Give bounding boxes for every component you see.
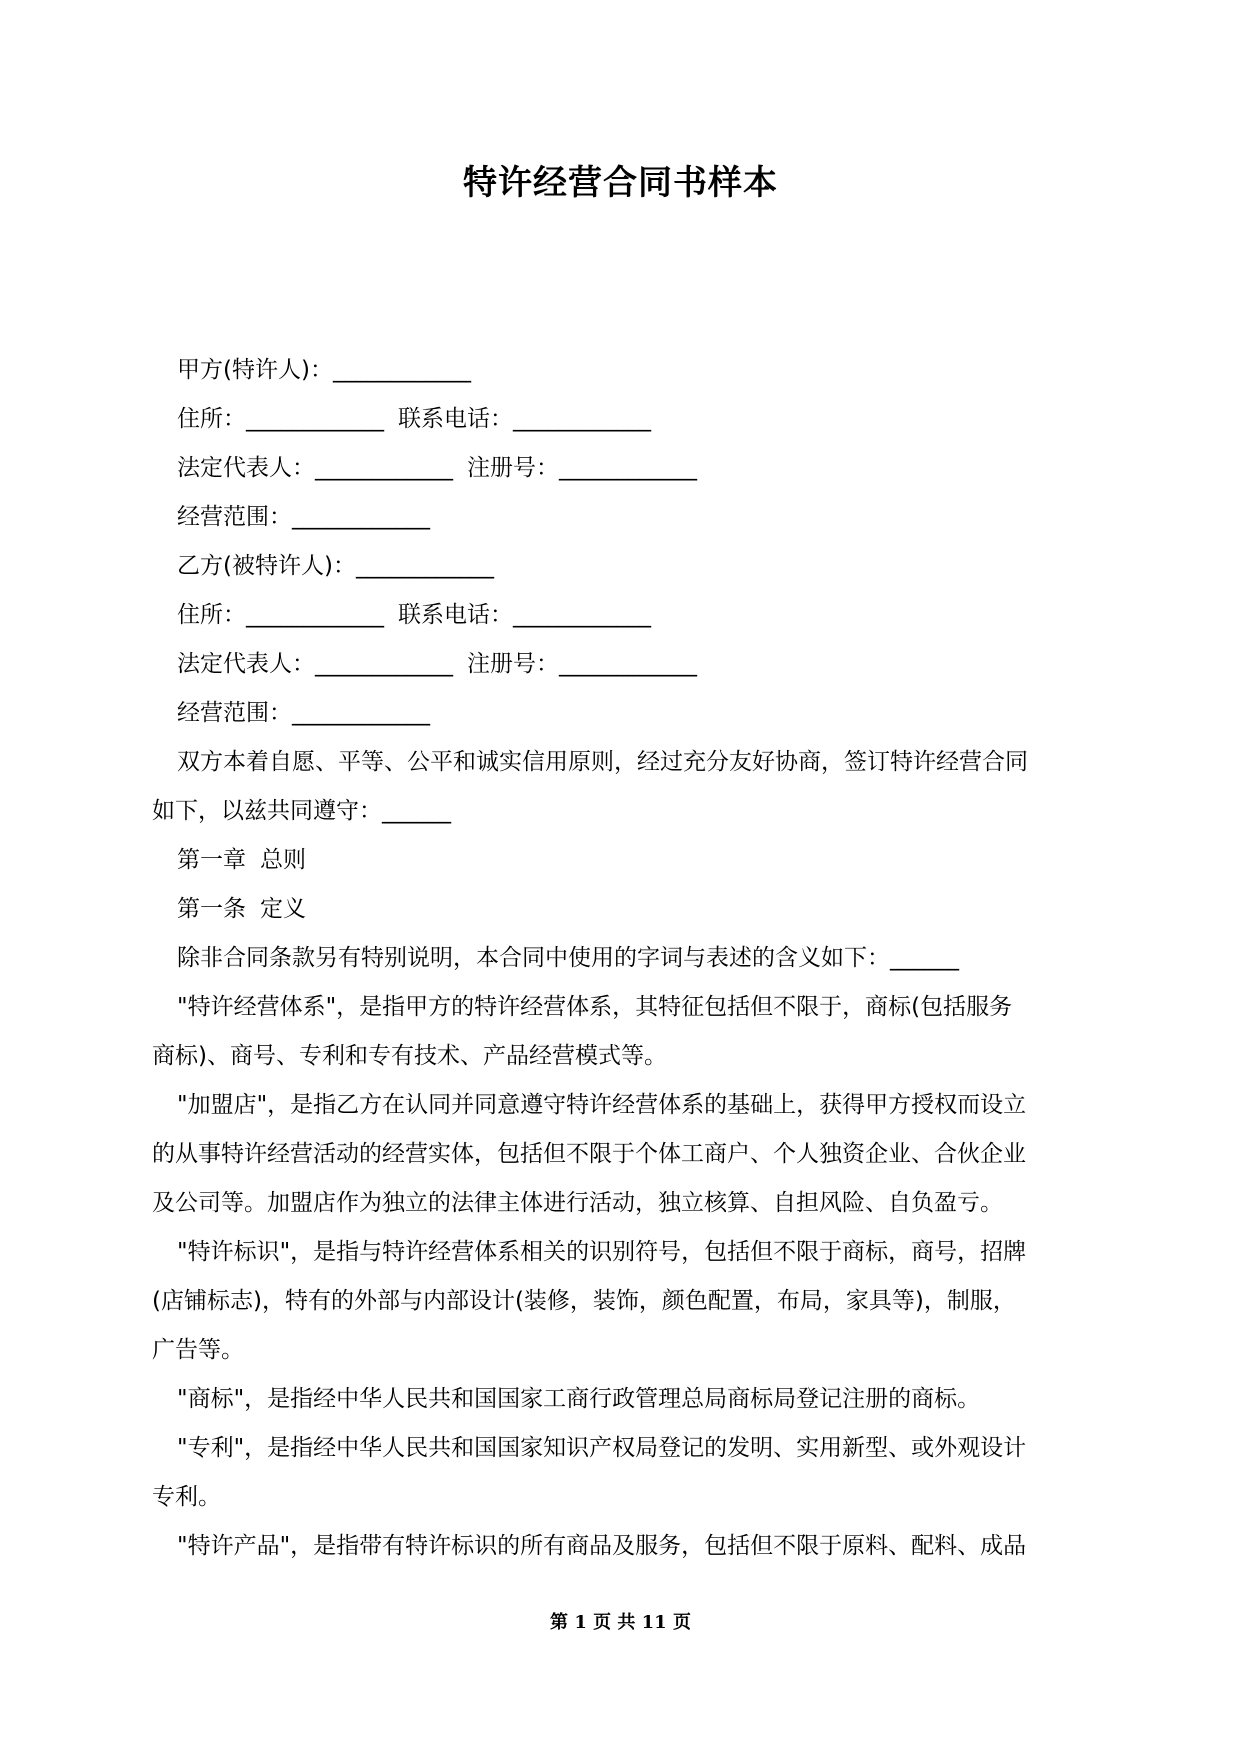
line-segment: "加盟店"，是指乙方在认同并同意遵守特许经营体系的基础上，获得甲方授权而设立 [177,1092,1027,1118]
line-segment: (店铺标志)，特有的外部与内部设计(装修，装饰，颜色配置，布局，家具等)，制服， [152,1288,1016,1314]
paragraph-line [152,983,1097,1032]
line-segment: 法定代表人：____________ [177,455,453,481]
line-segment: 第一条 [177,896,246,922]
line-segment: 注册号：____________ [467,651,697,677]
line-segment: 的从事特许经营活动的经营实体，包括但不限于个体工商户、个人独资企业、合伙企业 [152,1141,1026,1167]
paragraph-line [152,542,1097,591]
line-segment: 第一章 [177,847,246,873]
paragraph-line [152,738,1097,787]
paragraph-line [152,1179,1097,1228]
line-segment: 法定代表人：____________ [177,651,453,677]
paragraph-line [152,934,1097,983]
paragraph-line [152,689,1097,738]
line-segment: 乙方(被特许人)：____________ [177,553,494,579]
paragraph-line [152,1032,1097,1081]
line-segment: 甲方(特许人)：____________ [177,357,471,383]
line-segment: 专利。 [152,1484,221,1510]
line-segment: 除非合同条款另有特别说明，本合同中使用的字词与表述的含义如下：______ [177,945,959,971]
line-segment: "特许产品"，是指带有特许标识的所有商品及服务，包括但不限于原料、配料、成品 [177,1533,1027,1559]
line-segment: "专利"，是指经中华人民共和国国家知识产权局登记的发明、实用新型、或外观设计 [177,1435,1027,1461]
line-segment: 双方本着自愿、平等、公平和诚实信用原则，经过充分友好协商，签订特许经营合同 [177,749,1028,775]
line-segment: 联系电话：____________ [398,602,651,628]
line-segment: 经营范围：____________ [177,700,430,726]
line-segment: "特许经营体系"，是指甲方的特许经营体系，其特征包括但不限于，商标(包括服务 [177,994,1013,1020]
line-segment: "商标"，是指经中华人民共和国国家工商行政管理总局商标局登记注册的商标。 [177,1386,981,1412]
paragraph-line [152,885,1097,934]
line-segment: 联系电话：____________ [398,406,651,432]
paragraph-line [152,1081,1097,1130]
paragraph-line [152,1130,1097,1179]
paragraph-line [152,591,1097,640]
line-segment: 住所：____________ [177,406,384,432]
paragraph-line [152,395,1097,444]
paragraph-line [152,493,1097,542]
paragraph-line [152,1375,1097,1424]
line-segment: "特许标识"，是指与特许经营体系相关的识别符号，包括但不限于商标，商号，招牌 [177,1239,1027,1265]
document-title: 特许经营合同书样本 [463,163,778,203]
document-body [152,346,1097,1571]
line-segment: 住所：____________ [177,602,384,628]
paragraph-line [152,1522,1097,1571]
paragraph-line [152,1228,1097,1277]
line-segment: 经营范围：____________ [177,504,430,530]
line-segment: 广告等。 [152,1337,244,1363]
paragraph-line [152,346,1097,395]
line-segment: 及公司等。加盟店作为独立的法律主体进行活动，独立核算、自担风险、自负盈亏。 [152,1190,1003,1216]
paragraph-line [152,444,1097,493]
paragraph-line [152,1424,1097,1473]
page-footer: 第 1 页 共 11 页 [550,1612,691,1633]
paragraph-line [152,1473,1097,1522]
line-segment: 定义 [260,896,306,922]
paragraph-line [152,1277,1097,1326]
line-segment: 如下，以兹共同遵守：______ [152,798,451,824]
line-segment: 注册号：____________ [467,455,697,481]
paragraph-line [152,640,1097,689]
line-segment: 商标)、商号、专利和专有技术、产品经营模式等。 [152,1043,667,1069]
paragraph-line [152,836,1097,885]
line-segment: 总则 [260,847,306,873]
paragraph-line [152,1326,1097,1375]
paragraph-line [152,787,1097,836]
